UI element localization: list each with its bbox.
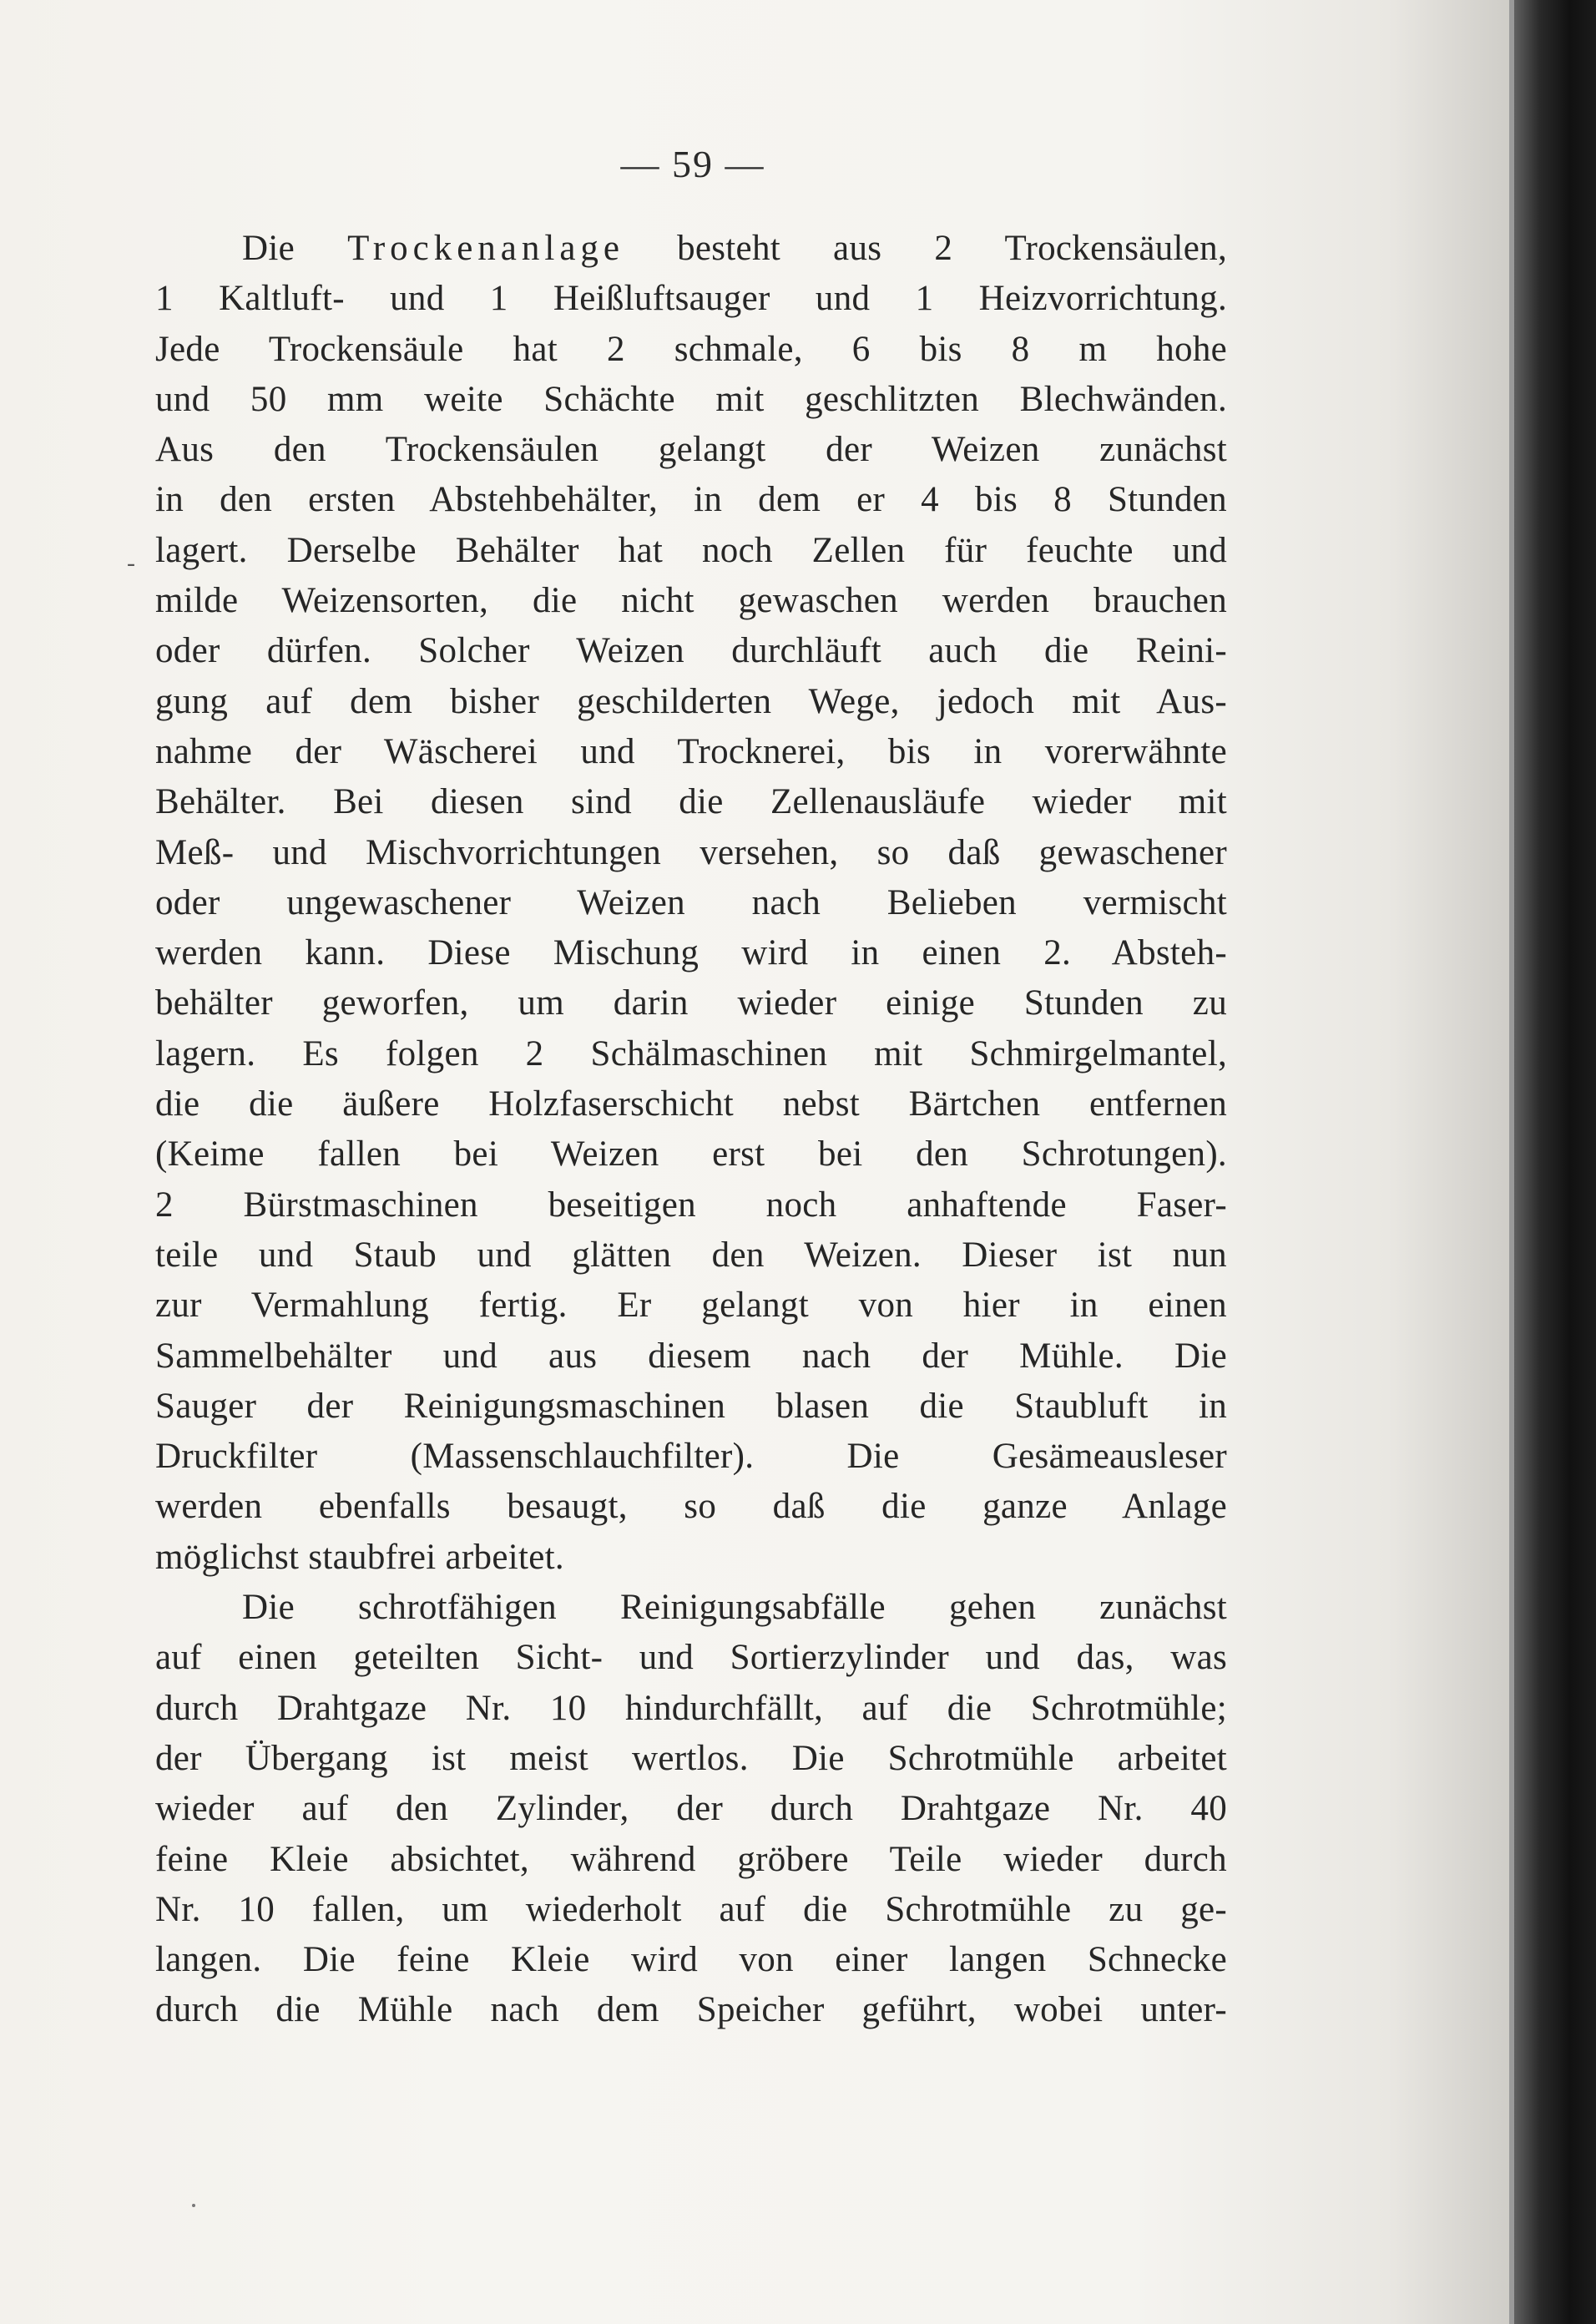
text-line: lagern. Es folgen 2 Schälmaschinen mit Schmirgelmantel, xyxy=(155,1033,1227,1074)
text-line: Nr. 10 fallen, um wiederholt auf die Schrotmühle zu ge- xyxy=(155,1889,1227,1929)
text-line: die die äußere Holzfaserschicht nebst Bärtchen entfernen xyxy=(155,1084,1227,1124)
text-line: Aus den Trockensäulen gelangt der Weizen zunächst xyxy=(155,430,1227,470)
text-line: Meß- und Mischvorrichtungen versehen, so daß gewaschener xyxy=(155,832,1227,872)
text-line: teile und Staub und glätten den Weizen. Dieser ist nun xyxy=(155,1235,1227,1275)
text-line: (Keime fallen bei Weizen erst bei den Schrotungen). xyxy=(155,1134,1227,1175)
text-line: werden ebenfalls besaugt, so daß die ganze Anlage xyxy=(155,1487,1227,1527)
text-line: Behälter. Bei diesen sind die Zellenausläufe wieder mit xyxy=(155,782,1227,822)
text-line: der Übergang ist meist wertlos. Die Schrotmühle arbeitet xyxy=(155,1738,1227,1778)
paragraph-1 xyxy=(155,224,1227,1583)
text-line: auf einen geteilten Sicht- und Sortierzylinder und das, was xyxy=(155,1638,1227,1678)
text-line: durch Drahtgaze Nr. 10 hindurchfällt, auf die Schrotmühle; xyxy=(155,1688,1227,1728)
page-number: — 59 — xyxy=(620,143,765,185)
text-line: lagert. Derselbe Behälter hat noch Zellen für feuchte und xyxy=(155,530,1227,570)
text-line: möglichst staubfrei arbeitet. xyxy=(155,1537,564,1577)
text-line: Die schrotfähigen Reinigungsabfälle gehen zunächst xyxy=(242,1588,1227,1628)
text-line: langen. Die feine Kleie wird von einer langen Schnecke xyxy=(155,1940,1227,1980)
text-line: zur Vermahlung fertig. Er gelangt von hier in einen xyxy=(155,1286,1227,1326)
text-line xyxy=(155,224,1227,274)
margin-mark: - xyxy=(127,549,135,577)
text-fragment: Die xyxy=(242,229,348,268)
paragraph-2 xyxy=(155,1583,1227,2036)
text-line: gung auf dem bisher geschilderten Wege, jedoch mit Aus- xyxy=(155,681,1227,721)
text-fragment: besteht aus 2 Trockensäulen, xyxy=(624,229,1227,268)
text-line: nahme der Wäscherei und Trocknerei, bis in vorerwähnte xyxy=(155,731,1227,771)
text-line: Jede Trockensäule hat 2 schmale, 6 bis 8 m hohe xyxy=(155,329,1227,369)
text-line: behälter geworfen, um darin wieder einige Stunden zu xyxy=(155,983,1227,1023)
text-line: 1 Kaltluft- und 1 Heißluftsauger und 1 Heizvorrichtung. xyxy=(155,279,1227,319)
text-line: feine Kleie absichtet, während gröbere Teile wieder durch xyxy=(155,1839,1227,1879)
text-line: wieder auf den Zylinder, der durch Drahtgaze Nr. 40 xyxy=(155,1789,1227,1829)
text-line: milde Weizensorten, die nicht gewaschen werden brauchen xyxy=(155,581,1227,621)
text-line: oder dürfen. Solcher Weizen durchläuft auch die Reini- xyxy=(155,631,1227,671)
text-line: 2 Bürstmaschinen beseitigen noch anhaftende Faser- xyxy=(155,1185,1227,1225)
page-edge-shadow xyxy=(1509,0,1596,2324)
body-text xyxy=(155,224,1227,2036)
text-line: Druckfilter (Massenschlauchfilter). Die Gesämeausleser xyxy=(155,1437,1227,1477)
text-line: durch die Mühle nach dem Speicher geführt, wobei unter- xyxy=(155,1990,1227,2030)
text-line: Sauger der Reinigungsmaschinen blasen die Staubluft in xyxy=(155,1386,1227,1426)
text-line: oder ungewaschener Weizen nach Belieben vermischt xyxy=(155,882,1227,922)
emphasized-term: Trockenanlage xyxy=(347,229,625,268)
paper-speck xyxy=(192,2204,195,2207)
text-line: und 50 mm weite Schächte mit geschlitzten Blechwänden. xyxy=(155,379,1227,419)
text-line: Sammelbehälter und aus diesem nach der Mühle. Die xyxy=(155,1336,1227,1376)
text-line: werden kann. Diese Mischung wird in einen 2. Absteh- xyxy=(155,933,1227,973)
text-line: in den ersten Abstehbehälter, in dem er 4 bis 8 Stunden xyxy=(155,480,1227,520)
